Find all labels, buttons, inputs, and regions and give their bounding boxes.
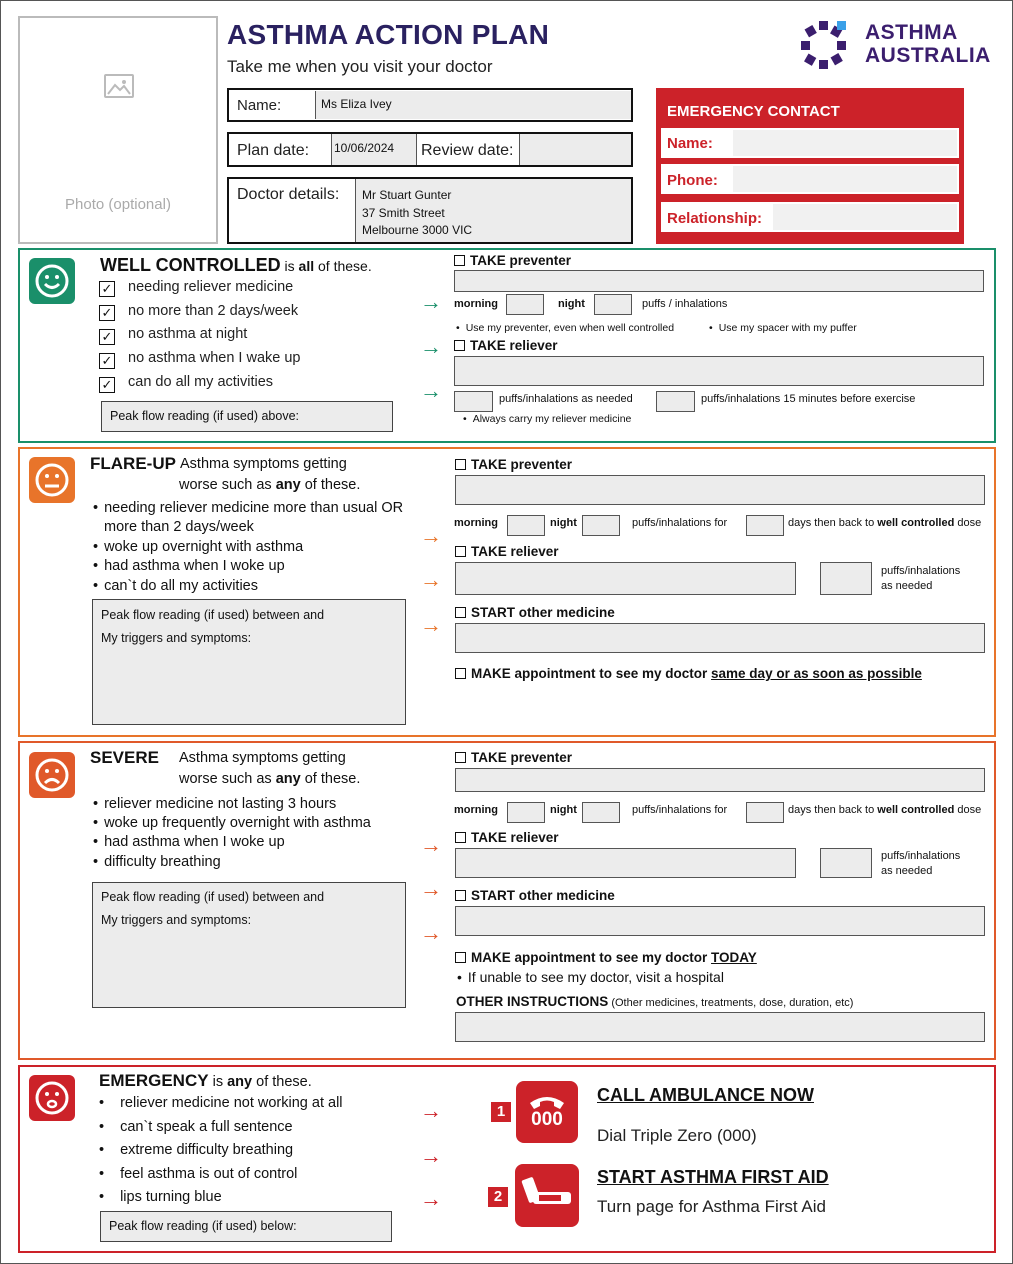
well-note-2-text: Use my spacer with my puffer <box>718 322 857 334</box>
flare-puffs-for: puffs/inhalations for <box>632 517 728 529</box>
arrow-icon: → <box>420 1186 442 1211</box>
arrow-icon: → <box>420 378 442 403</box>
severe-make-appointment[interactable] <box>455 950 757 965</box>
ec-relationship-input[interactable] <box>773 204 957 230</box>
flare-title: FLARE-UP <box>90 454 176 473</box>
step-2-title: START ASTHMA FIRST AID <box>597 1167 829 1187</box>
asthma-australia-logo <box>799 19 991 71</box>
flare-puffs-needed-2: as needed <box>881 580 933 592</box>
emergency-item-5 <box>99 1189 222 1205</box>
well-take-reliever[interactable] <box>454 338 558 353</box>
flare-night-field[interactable] <box>582 515 620 536</box>
severe-take-preventer[interactable] <box>455 750 572 765</box>
checkbox-icon <box>455 832 466 843</box>
doctor-line2: 37 Smith Street <box>362 206 445 220</box>
arrow-icon: → <box>420 334 442 359</box>
step-1-subtitle: Dial Triple Zero (000) <box>597 1126 757 1145</box>
well-puffs-exercise: puffs/inhalations 15 minutes before exercise <box>701 393 916 405</box>
severe-puffs-needed-2: as needed <box>881 865 933 877</box>
other-instructions-field[interactable] <box>455 1012 985 1042</box>
review-date-field[interactable] <box>519 134 631 165</box>
severe-item-3-text: had asthma when I woke up <box>104 834 285 850</box>
well-needed-field[interactable] <box>454 391 493 412</box>
flare-item-2 <box>93 539 303 555</box>
severe-item-1 <box>93 796 336 812</box>
flare-days-field[interactable] <box>746 515 784 536</box>
step-2-number: 2 <box>488 1187 508 1207</box>
flare-days-back-c: dose <box>954 517 982 529</box>
well-note-1 <box>456 322 674 334</box>
flare-item-3 <box>93 558 285 574</box>
well-reliever-field[interactable] <box>454 356 984 386</box>
checkbox-icon <box>455 752 466 763</box>
severe-desc-1: Asthma symptoms getting <box>179 750 346 766</box>
severe-take-reliever-label: TAKE reliever <box>471 830 559 845</box>
checkbox-icon <box>455 459 466 470</box>
severe-morning-label: morning <box>454 804 498 816</box>
flare-desc-1: Asthma symptoms getting <box>180 456 347 472</box>
severe-item-4 <box>93 854 221 870</box>
well-item-checkbox-2[interactable]: ✓ <box>99 305 115 321</box>
photo-label: Photo (optional) <box>65 196 171 213</box>
emergency-peak-flow-label: Peak flow reading (if used) below: <box>109 1219 297 1233</box>
flare-item-1b: more than 2 days/week <box>104 519 254 535</box>
severe-item-2 <box>93 815 371 831</box>
page-subtitle: Take me when you visit your doctor <box>227 57 493 76</box>
severe-item-4-text: difficulty breathing <box>104 854 221 870</box>
plan-date-value: 10/06/2024 <box>334 141 395 155</box>
flare-item-1 <box>93 500 403 516</box>
well-item-1: needing reliever medicine <box>128 279 294 295</box>
flare-reliever-puffs-field[interactable] <box>820 562 872 595</box>
severe-other-field[interactable] <box>455 906 985 936</box>
checkbox-icon <box>455 952 466 963</box>
phone-icon-text: 000 <box>531 1109 563 1130</box>
severe-triggers-label: My triggers and symptoms: <box>101 913 252 927</box>
well-take-preventer-label: TAKE preventer <box>470 253 572 268</box>
flare-puffs-needed-1: puffs/inhalations <box>881 565 961 577</box>
severe-hospital-note <box>457 969 724 985</box>
checkbox-icon <box>454 255 465 266</box>
flare-item-1-text: needing reliever medicine more than usual OR <box>104 500 404 516</box>
image-icon <box>104 74 134 98</box>
arrow-icon: → <box>420 612 442 637</box>
well-item-checkbox-1[interactable]: ✓ <box>99 281 115 297</box>
well-puffs-label: puffs / inhalations <box>642 298 728 310</box>
severe-days-back <box>788 804 981 816</box>
severe-make-appt-b: TODAY <box>711 950 757 965</box>
well-exercise-field[interactable] <box>656 391 695 412</box>
doctor-line1: Mr Stuart Gunter <box>362 188 452 202</box>
well-item-checkbox-3[interactable]: ✓ <box>99 329 115 345</box>
well-note-3 <box>463 413 631 425</box>
well-item-2: no more than 2 days/week <box>128 303 299 319</box>
severe-start-other[interactable] <box>455 888 615 903</box>
flare-other-field[interactable] <box>455 623 985 653</box>
severe-days-back-c: dose <box>954 804 982 816</box>
well-item-5: can do all my activities <box>128 374 274 390</box>
emergency-item-2-text: can`t speak a full sentence <box>120 1119 293 1135</box>
severe-item-2-text: woke up frequently overnight with asthma <box>104 815 371 831</box>
emergency-item-5-text: lips turning blue <box>120 1189 222 1205</box>
severe-desc-any: any <box>275 771 301 787</box>
severe-item-1-text: reliever medicine not lasting 3 hours <box>104 796 337 812</box>
arrow-icon: → <box>420 1143 442 1168</box>
emergency-item-3-text: extreme difficulty breathing <box>120 1142 294 1158</box>
flare-peak-flow-label: Peak flow reading (if used) between and <box>101 608 325 622</box>
well-title-suffix: is <box>280 258 299 274</box>
emergency-item-1-text: reliever medicine not working at all <box>120 1095 343 1111</box>
flare-morning-field[interactable] <box>507 515 545 536</box>
well-title-line <box>100 255 372 276</box>
ec-phone-input[interactable] <box>733 166 957 192</box>
checkbox-icon <box>454 340 465 351</box>
severe-peak-flow-label: Peak flow reading (if used) between and <box>101 890 325 904</box>
well-puffs-needed: puffs/inhalations as needed <box>499 393 633 405</box>
severe-puffs-for: puffs/inhalations for <box>632 804 728 816</box>
well-morning-label: morning <box>454 298 498 310</box>
flare-desc-any: any <box>275 477 301 493</box>
emergency-title-any: any <box>227 1074 253 1090</box>
severe-desc-2a: worse such as <box>179 771 276 787</box>
doctor-label: Doctor details: <box>237 186 340 203</box>
severe-reliever-puffs-field[interactable] <box>820 848 872 878</box>
flare-triggers-label: My triggers and symptoms: <box>101 631 252 645</box>
severe-hospital-text: If unable to see my doctor, visit a hospital <box>467 969 724 985</box>
checkbox-icon <box>455 890 466 901</box>
plan-date-label: Plan date: <box>237 142 310 159</box>
arrow-icon: → <box>420 523 442 548</box>
severe-take-preventer-label: TAKE preventer <box>471 750 573 765</box>
emergency-item-4 <box>99 1166 297 1182</box>
well-take-reliever-label: TAKE reliever <box>470 338 558 353</box>
well-note-3-text: Always carry my reliever medicine <box>472 413 632 425</box>
arrow-icon: → <box>420 289 442 314</box>
other-instructions-label <box>456 994 853 1009</box>
logo-mark-icon <box>799 19 853 71</box>
distressed-face-icon <box>29 1075 75 1121</box>
photo-placeholder[interactable] <box>18 16 218 244</box>
flare-item-4-text: can`t do all my activities <box>104 578 258 594</box>
emergency-item-2 <box>99 1119 293 1135</box>
step-1-number: 1 <box>491 1102 511 1122</box>
emergency-title: EMERGENCY <box>99 1071 209 1090</box>
well-item-checkbox-5[interactable]: ✓ <box>99 377 115 393</box>
flare-days-back-b: well controlled <box>877 517 955 529</box>
happy-face-icon <box>29 258 75 304</box>
severe-desc-2 <box>179 771 360 787</box>
emergency-title-line <box>99 1071 312 1091</box>
doctor-line3: Melbourne 3000 VIC <box>362 223 473 237</box>
severe-night-label: night <box>550 804 577 816</box>
flare-start-other-label: START other medicine <box>471 605 615 620</box>
severe-title: SEVERE <box>90 748 159 767</box>
flare-desc-2c: of these. <box>300 477 361 493</box>
other-instructions-title: OTHER INSTRUCTIONS <box>456 994 609 1009</box>
emergency-item-3 <box>99 1142 293 1158</box>
flare-desc-2a: worse such as <box>179 477 276 493</box>
well-take-preventer[interactable] <box>454 253 571 268</box>
well-note-2 <box>709 322 857 334</box>
inhaler-icon <box>515 1164 579 1227</box>
neutral-face-icon <box>29 457 75 503</box>
checkbox-icon <box>455 607 466 618</box>
page-title: ASTHMA ACTION PLAN <box>227 19 550 50</box>
well-morning-field[interactable] <box>506 294 544 315</box>
arrow-icon: → <box>420 1098 442 1123</box>
flare-morning-label: morning <box>454 517 498 529</box>
severe-preventer-field[interactable] <box>455 768 985 792</box>
name-label: Name: <box>237 97 282 114</box>
flare-desc-2 <box>179 477 360 493</box>
severe-desc-2c: of these. <box>300 771 361 787</box>
flare-take-preventer[interactable] <box>455 457 572 472</box>
well-title: WELL CONTROLLED <box>100 255 281 275</box>
flare-item-3-text: had asthma when I woke up <box>104 558 285 574</box>
emergency-contact-title: EMERGENCY CONTACT <box>667 103 840 120</box>
severe-days-field[interactable] <box>746 802 784 823</box>
phone-icon <box>516 1081 578 1143</box>
well-item-4: no asthma when I wake up <box>128 350 301 366</box>
flare-take-reliever-label: TAKE reliever <box>471 544 559 559</box>
sad-face-icon <box>29 752 75 798</box>
well-night-label: night <box>558 298 585 310</box>
flare-make-appt-a: MAKE appointment to see my doctor <box>471 666 712 681</box>
flare-reliever-field[interactable] <box>455 562 796 595</box>
severe-days-back-a: days then back to <box>788 804 878 816</box>
flare-days-back-a: days then back to <box>788 517 878 529</box>
flare-take-reliever[interactable] <box>455 544 559 559</box>
well-peak-flow-label: Peak flow reading (if used) above: <box>110 409 299 423</box>
severe-start-other-label: START other medicine <box>471 888 615 903</box>
logo-text-line2: AUSTRALIA <box>865 44 991 67</box>
flare-item-4 <box>93 578 258 594</box>
emergency-title-suffix2: of these. <box>252 1074 312 1090</box>
step-1-title: CALL AMBULANCE NOW <box>597 1085 814 1105</box>
flare-days-back <box>788 517 981 529</box>
name-value: Ms Eliza Ivey <box>321 97 392 111</box>
flare-make-appt-b: same day or as soon as possible <box>711 666 922 681</box>
severe-item-3 <box>93 834 285 850</box>
step-2-subtitle: Turn page for Asthma First Aid <box>597 1197 826 1216</box>
arrow-icon: → <box>420 832 442 857</box>
review-date-label: Review date: <box>421 142 514 159</box>
emergency-item-4-text: feel asthma is out of control <box>120 1166 298 1182</box>
severe-night-field[interactable] <box>582 802 620 823</box>
well-night-field[interactable] <box>594 294 632 315</box>
well-item-checkbox-4[interactable]: ✓ <box>99 353 115 369</box>
arrow-icon: → <box>420 920 442 945</box>
ec-name-label: Name: <box>667 135 713 152</box>
severe-make-appt-a: MAKE appointment to see my doctor <box>471 950 712 965</box>
severe-puffs-needed-1: puffs/inhalations <box>881 850 961 862</box>
logo-text-line1: ASTHMA <box>865 21 958 44</box>
flare-item-2-text: woke up overnight with asthma <box>104 539 304 555</box>
well-note-1-text: Use my preventer, even when well controlled <box>465 322 675 334</box>
severe-morning-field[interactable] <box>507 802 545 823</box>
ec-relationship-label: Relationship: <box>667 210 763 227</box>
flare-make-appointment[interactable] <box>455 666 922 681</box>
emergency-item-1 <box>99 1095 343 1111</box>
well-preventer-field[interactable] <box>454 270 984 292</box>
severe-days-back-b: well controlled <box>877 804 955 816</box>
flare-preventer-field[interactable] <box>455 475 985 505</box>
other-instructions-sub: (Other medicines, treatments, dose, duration, etc) <box>608 997 854 1009</box>
arrow-icon: → <box>420 876 442 901</box>
well-title-suffix2: of these. <box>314 258 372 274</box>
severe-reliever-field[interactable] <box>455 848 796 878</box>
emergency-title-suffix: is <box>208 1074 228 1090</box>
flare-night-label: night <box>550 517 577 529</box>
well-item-3: no asthma at night <box>128 326 248 342</box>
checkbox-icon <box>455 668 466 679</box>
well-title-all: all <box>298 258 315 274</box>
ec-name-input[interactable] <box>733 130 957 156</box>
flare-take-preventer-label: TAKE preventer <box>471 457 573 472</box>
ec-phone-label: Phone: <box>667 172 718 189</box>
arrow-icon: → <box>420 567 442 592</box>
severe-take-reliever[interactable] <box>455 830 559 845</box>
flare-start-other[interactable] <box>455 605 615 620</box>
checkbox-icon <box>455 546 466 557</box>
